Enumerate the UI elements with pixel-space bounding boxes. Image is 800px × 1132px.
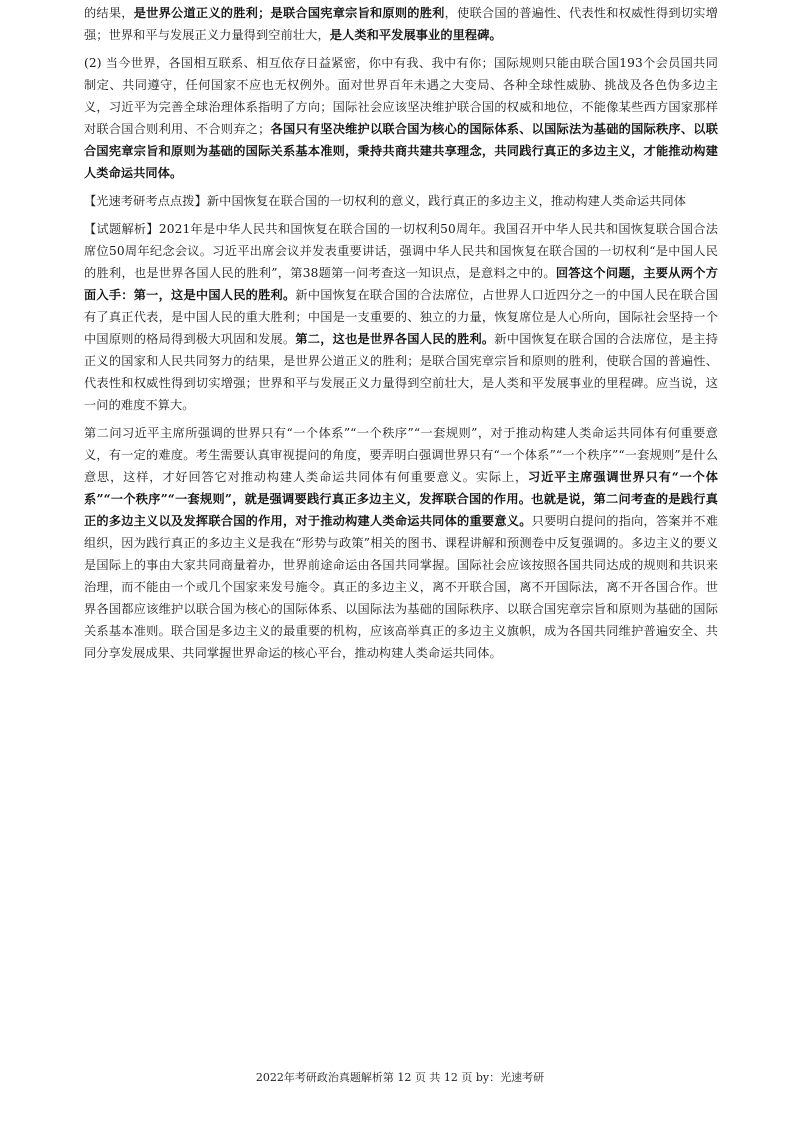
bold-text-run: 是人类和平发展事业的里程碑。 xyxy=(329,28,502,42)
text-run: 只要明白提问的指向，答案并不难组织，因为践行真正的多边主义是我在“形势与政策”相关的图书、课程讲解和预测卷中反复强调的。多边主义的要义是国际上的事由大家共同商量着办，世界前途命运由各国共同掌握。国际社会应该按照各国共同达成的规则和共识来治理，而不能由一个或几个国家来发号施令。真正的多边主义，离不开联合国，离不开国际法，离不开各国合作。世界各国都应该维护以联合国为核心的国际体系、以国际法为基础的国际秩序、以联合国宪章宗旨和原则为基础的国际关系基本准则。联合国是多边主义的最重要的机构，应该高举真正的多边主义旗帜，成为各国共同维护普遍安全、共同分享发展成果、共同掌握世界命运的核心平台，推动构建人类命运共同体。 xyxy=(84,514,719,660)
bold-text-run: 第二，这也是世界各国人民的胜利。 xyxy=(295,332,495,346)
bold-text-run: 是世界公道正义的胜利；是联合国宪章宗旨和原则的胜利 xyxy=(133,6,445,20)
analysis-paragraph xyxy=(84,218,718,416)
bold-text-run: 回答这个问题，主要从两个方面入手：第一，这是中国人民的胜利。 xyxy=(84,266,718,302)
answer-paragraph-continuation xyxy=(84,2,718,46)
page-footer: 2022年考研政治真题解析第 12 页 共 12 页 by：光速考研 xyxy=(255,1071,545,1084)
text-run: 的结果， xyxy=(84,6,134,20)
bold-text-run: 习近平主席强调世界只有“一个体系”“一个秩序”“一套规则”，就是强调要践行真正多边主义，发挥联合国的作用。也就是说，第二问考查的是践行真正的多边主义以及发挥联合国的作用，对于推动构建人类命运共同体的重要意义。 xyxy=(84,470,718,528)
analysis-paragraph-second-question xyxy=(84,422,718,664)
bold-text-run: 各国只有坚决维护以联合国为核心的国际体系、以国际法为基础的国际秩序、以联合国宪章宗旨和原则为基础的国际关系基本准则，秉持共商共建共享理念，共同践行真正的多边主义，才能推动构建人类命运共同体。 xyxy=(84,122,719,180)
text-run: 【光速考研考点点拨】新中国恢复在联合国的一切权利的意义，践行真正的多边主义，推动构建人类命运共同体 xyxy=(84,194,687,208)
answer-paragraph-2 xyxy=(84,52,718,184)
text-run: 第二问习近平主席所强调的世界只有“一个体系”“一个秩序”“一套规则”，对于推动构建人类命运共同体有何重要意义，有一定的难度。考生需要认真审视提问的角度，要弄明白强调世界只有“一个体系”“一个秩序”“一套规则”是什么意思，这样，才好回答它对推动构建人类命运共同体有何重要意义。实际上， xyxy=(84,426,718,484)
text-run: (2) 当今世界，各国相互联系、相互依存日益紧密，你中有我、我中有你；国际规则只能由联合国193个会员国共同制定、共同遵守，任何国家不应也无权例外。面对世界百年未遇之大变局、各种全球性威胁、挑战及各色伪多边主义，习近平为完善全球治理体系指明了方向；国际社会应该坚决维护联合国的权威和地位，不能像某些西方国家那样对联合国合则利用、不合则弃之； xyxy=(84,56,718,136)
text-run: 新中国恢复在联合国的合法席位，是主持正义的国家和人民共同努力的结果，是世界公道正义的胜利；是联合国宪章宗旨和原则的胜利，使联合国的普遍性、代表性和权威性得到切实增强；世界和平与发展正义力量得到空前壮大，是人类和平发展事业的里程碑。应当说，这一问的难度不算大。 xyxy=(84,332,718,412)
text-run: ，使联合国的普遍性、代表性和权威性得到切实增强；世界和平与发展正义力量得到空前壮大， xyxy=(84,6,719,42)
text-run: 新中国恢复在联合国的合法席位，占世界人口近四分之一的中国人民在联合国有了真正代表，是中国人民的重大胜利；中国是一支重要的、独立的力量，恢复席位是人心所向，国际社会坚持一个中国原则的格局得到极大巩固和发展。 xyxy=(84,288,719,346)
key-points-paragraph xyxy=(84,190,718,212)
text-run: 【试题解析】2021年是中华人民共和国恢复在联合国的一切权利50周年。我国召开中华人民共和国恢复联合国合法席位50周年纪念会议。习近平出席会议并发表重要讲话，强调中华人民共和国恢复在联合国的一切权利“是中国人民的胜利，也是世界各国人民的胜利”，第38题第一问考查这一知识点，是意料之中的。 xyxy=(84,222,718,280)
document-page xyxy=(84,0,718,664)
